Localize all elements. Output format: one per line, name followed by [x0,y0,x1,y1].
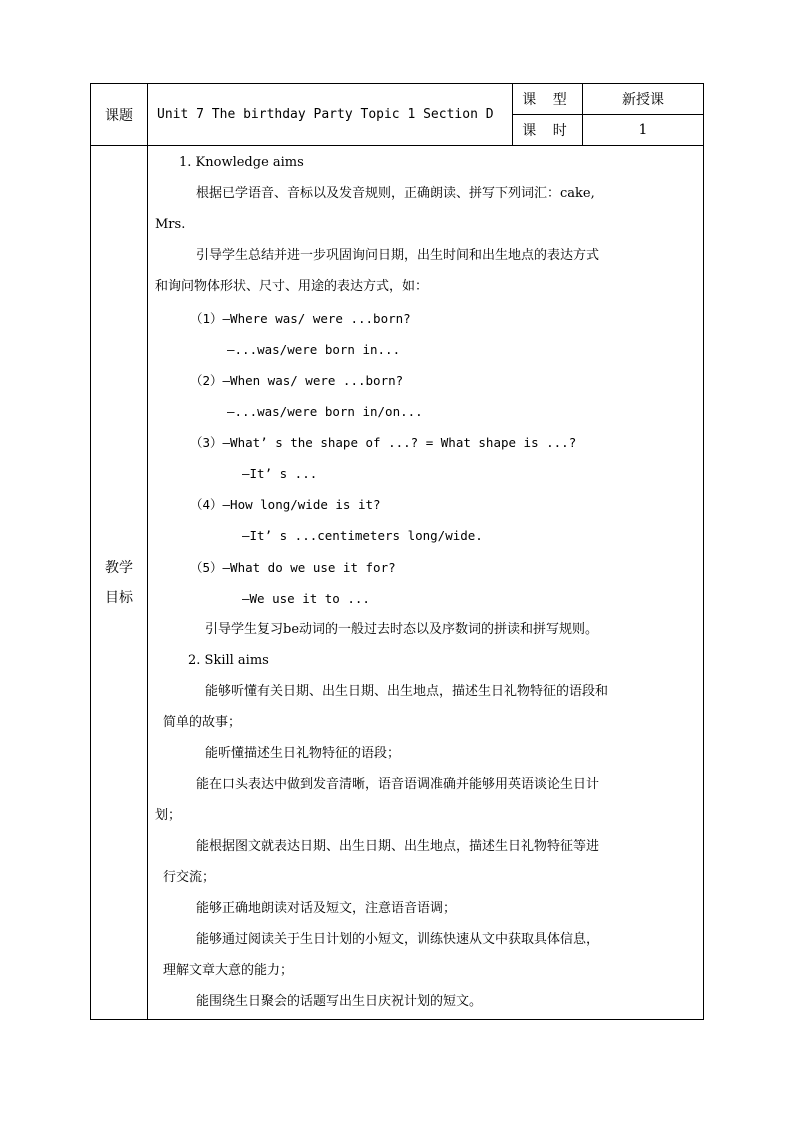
lesson-type-label: 课 型 [513,84,583,115]
example-answer: —We use it to ... [242,591,370,606]
objectives-label-line2: 目标 [105,589,133,606]
objective-line: 和询问物体形状、尺寸、用途的表达方式，如： [155,279,429,294]
period-value: 1 [583,115,704,146]
lesson-plan-table [90,83,704,1020]
section-heading-skill: 2. Skill aims [188,653,269,668]
objective-line: 能听懂描述生日礼物特征的语段； [205,746,401,761]
objective-line: 简单的故事； [163,715,242,730]
objective-line: 理解文章大意的能力； [163,963,294,978]
section-heading-knowledge: 1. Knowledge aims [179,155,304,170]
example-question: （2）—When was/ were ...born? [190,373,404,388]
objective-line: 能够听懂有关日期、出生日期、出生地点，描述生日礼物特征的语段和 [205,684,609,699]
objective-line: Mrs. [155,217,186,232]
example-answer: —It’ s ... [242,466,318,481]
objectives-label [91,146,148,1020]
topic-label: 课题 [91,84,148,146]
objective-line: 行交流； [163,870,216,885]
period-label: 课 时 [513,115,583,146]
objective-line: 能根据图文就表达日期、出生日期、出生地点，描述生日礼物特征等进 [196,839,600,854]
example-question: （5）—What do we use it for? [190,560,396,575]
lesson-title: Unit 7 The birthday Party Topic 1 Section D [148,84,513,146]
objective-line: 能够正确地朗读对话及短文，注意语音语调； [196,901,457,916]
objectives-content [148,146,704,1020]
objective-line: 引导学生总结并进一步巩固询问日期，出生时间和出生地点的表达方式 [196,248,600,263]
objective-line: 能够通过阅读关于生日计划的小短文，训练快速从文中获取具体信息， [196,932,600,947]
lesson-type-value: 新授课 [583,84,704,115]
objective-line: 能在口头表达中做到发音清晰，语音语调准确并能够用英语谈论生日计 [196,777,600,792]
objective-line: 根据已学语音、音标以及发音规则，正确朗读、拼写下列词汇：cake, [196,186,595,201]
example-question: （3）—What’ s the shape of ...? = What shape is ...? [190,435,577,450]
example-answer: —...was/were born in... [227,342,401,357]
example-answer: —...was/were born in/on... [227,404,423,419]
objective-line: 划； [155,808,182,823]
example-question: （4）—How long/wide is it? [190,497,381,512]
objectives-label-line1: 教学 [105,559,133,576]
example-question: （1）—Where was/ were ...born? [190,311,411,326]
objective-line: 引导学生复习be动词的一般过去时态以及序数词的拼读和拼写规则。 [205,622,599,637]
example-answer: —It’ s ...centimeters long/wide. [242,528,483,543]
objective-line: 能围绕生日聚会的话题写出生日庆祝计划的短文。 [196,994,483,1009]
